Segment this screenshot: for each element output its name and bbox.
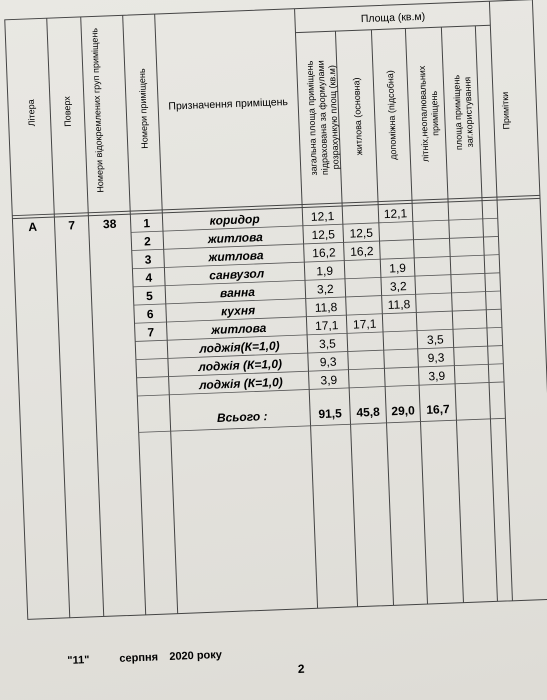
room-total-area: 11,8 <box>314 299 338 315</box>
room-number: 4 <box>145 270 153 285</box>
cell-litera: А <box>28 219 38 235</box>
room-number: 1 <box>143 216 151 231</box>
room-purpose: лоджія(К=1,0) <box>199 338 280 356</box>
room-summer-area: 9,3 <box>427 350 445 366</box>
room-living-area: 17,1 <box>352 316 377 332</box>
room-total-area: 12,1 <box>310 209 335 224</box>
header-poverkh: Поверх <box>61 96 73 127</box>
header-groups <box>89 28 105 193</box>
room-living-area: 12,5 <box>349 225 374 241</box>
room-total-area: 1,9 <box>316 263 334 279</box>
room-aux-area: 3,2 <box>389 279 407 294</box>
room-total-area: 3,5 <box>318 336 337 352</box>
room-aux-area: 11,8 <box>387 297 411 313</box>
footer-month: серпня <box>119 651 159 665</box>
room-total-area: 3,9 <box>320 372 338 388</box>
totals-summer: 16,7 <box>426 402 450 417</box>
totals-aux: 29,0 <box>391 403 416 419</box>
room-purpose: санвузол <box>208 266 265 283</box>
page-number: 2 <box>297 661 305 677</box>
room-aux-area: 1,9 <box>388 260 407 276</box>
header-auxiliary: допоміжна (підсобна) <box>384 70 399 161</box>
header-summer-l2: приміщень <box>428 90 441 137</box>
header-total-formula-l2: підрахована за формулами <box>315 60 330 176</box>
footer-year: 2020 року <box>169 648 223 663</box>
cell-poverkh: 7 <box>68 218 76 233</box>
totals-living: 45,8 <box>356 404 381 420</box>
header-purpose: Призначення приміщень <box>168 96 289 113</box>
cell-group: 38 <box>102 216 117 232</box>
room-total-area: 9,3 <box>319 354 337 370</box>
room-number: 5 <box>145 288 154 304</box>
header-litera: Літера <box>25 99 37 127</box>
totals-label: Всього : <box>216 409 268 425</box>
totals-total: 91,5 <box>318 406 343 422</box>
room-living-area: 16,2 <box>349 243 374 259</box>
room-number: 2 <box>143 234 151 249</box>
header-area: Площа (кв.м) <box>360 10 426 26</box>
room-number: 6 <box>146 307 154 322</box>
header-total-formula-l1: загальна площа приміщень <box>304 60 319 176</box>
room-purpose: житлова <box>208 248 264 265</box>
footer-day: "11" <box>67 654 90 667</box>
header-rooms: Номери приміщень <box>136 68 150 149</box>
header-rounded: розрахункую площ (кв.м) <box>326 64 341 170</box>
room-purpose: лоджія (К=1,0) <box>198 356 283 374</box>
room-total-area: 12,5 <box>311 227 336 243</box>
room-purpose: лоджія (К=1,0) <box>198 374 283 393</box>
header-total-formula <box>305 59 341 175</box>
room-purpose: кухня <box>220 303 256 319</box>
room-total-area: 16,2 <box>312 245 336 261</box>
header-groups-line1: Номери відокремлених груп приміщень <box>89 27 106 193</box>
header-common-l1: площа приміщень <box>451 74 465 151</box>
header-common <box>451 74 475 150</box>
room-purpose: ванна <box>219 284 256 301</box>
header-notes: Примітки <box>499 91 512 130</box>
room-number: 3 <box>144 252 152 267</box>
room-aux-area: 12,1 <box>383 206 408 222</box>
room-purpose: коридор <box>209 211 260 228</box>
room-purpose: житлова <box>211 320 267 338</box>
header-summer <box>417 65 442 163</box>
header-summer-l1: літніх,неопалювальних <box>416 65 431 163</box>
room-number: 7 <box>147 325 155 340</box>
room-purpose: житлова <box>207 229 264 247</box>
room-total-area: 17,1 <box>314 318 339 334</box>
room-summer-area: 3,9 <box>428 368 446 384</box>
header-common-l2: заг.користування <box>462 76 476 148</box>
room-total-area: 3,2 <box>316 281 334 297</box>
room-summer-area: 3,5 <box>426 332 444 347</box>
header-living: житлова (основна) <box>351 77 365 156</box>
